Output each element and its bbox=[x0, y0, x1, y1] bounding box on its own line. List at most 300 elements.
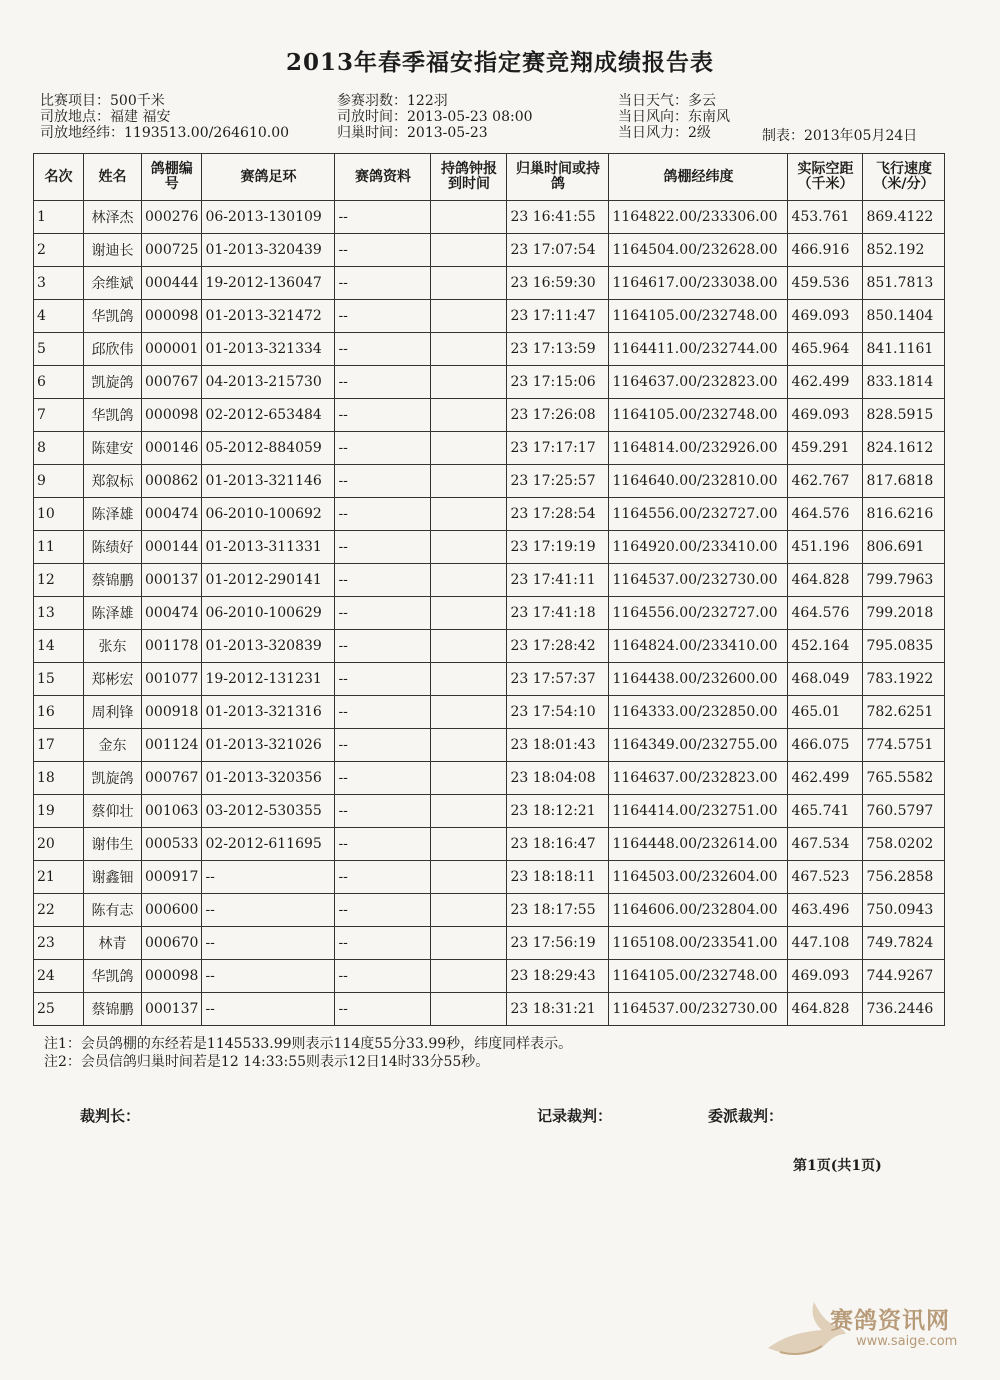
cell-loft-id: 001178 bbox=[142, 630, 202, 663]
cell-loft-coords: 1164105.00/232748.00 bbox=[609, 300, 788, 333]
header-loft-coords: 鸽棚经纬度 bbox=[609, 154, 788, 201]
cell-loft-id: 000444 bbox=[142, 267, 202, 300]
cell-clock-time bbox=[431, 861, 507, 894]
cell-clock-time bbox=[431, 531, 507, 564]
cell-arrival-time: 23 16:41:55 bbox=[507, 201, 609, 234]
cell-rank: 4 bbox=[34, 300, 84, 333]
cell-loft-id: 000670 bbox=[142, 927, 202, 960]
cell-speed: 851.7813 bbox=[863, 267, 945, 300]
cell-clock-time bbox=[431, 795, 507, 828]
cell-clock-time bbox=[431, 564, 507, 597]
cell-pigeon-info: -- bbox=[335, 828, 431, 861]
cell-pigeon-info: -- bbox=[335, 795, 431, 828]
cell-ring: 02-2012-611695 bbox=[202, 828, 335, 861]
cell-arrival-time: 23 18:12:21 bbox=[507, 795, 609, 828]
cell-pigeon-info: -- bbox=[335, 564, 431, 597]
cell-ring: -- bbox=[202, 894, 335, 927]
cell-name: 林青 bbox=[84, 927, 142, 960]
cell-rank: 10 bbox=[34, 498, 84, 531]
cell-ring: 01-2012-290141 bbox=[202, 564, 335, 597]
cell-clock-time bbox=[431, 465, 507, 498]
footnotes bbox=[44, 1035, 572, 1071]
cell-rank: 25 bbox=[34, 993, 84, 1026]
signature-chief-judge: 裁判长： bbox=[80, 1107, 141, 1125]
cell-loft-coords: 1164814.00/232926.00 bbox=[609, 432, 788, 465]
cell-loft-id: 000001 bbox=[142, 333, 202, 366]
cell-loft-id: 000917 bbox=[142, 861, 202, 894]
table-row bbox=[34, 927, 945, 960]
table-row bbox=[34, 762, 945, 795]
cell-arrival-time: 23 18:17:55 bbox=[507, 894, 609, 927]
cell-speed: 749.7824 bbox=[863, 927, 945, 960]
cell-rank: 13 bbox=[34, 597, 84, 630]
cell-clock-time bbox=[431, 597, 507, 630]
cell-speed: 756.2858 bbox=[863, 861, 945, 894]
cell-distance: 467.534 bbox=[788, 828, 863, 861]
page-number: 第1页(共1页) bbox=[793, 1158, 882, 1174]
cell-loft-id: 000137 bbox=[142, 564, 202, 597]
cell-rank: 22 bbox=[34, 894, 84, 927]
table-row bbox=[34, 333, 945, 366]
cell-speed: 828.5915 bbox=[863, 399, 945, 432]
table-row bbox=[34, 234, 945, 267]
cell-rank: 2 bbox=[34, 234, 84, 267]
cell-name: 陈绩好 bbox=[84, 531, 142, 564]
cell-name: 谢鑫钿 bbox=[84, 861, 142, 894]
cell-pigeon-info: -- bbox=[335, 333, 431, 366]
cell-rank: 8 bbox=[34, 432, 84, 465]
cell-loft-coords: 1164617.00/233038.00 bbox=[609, 267, 788, 300]
cell-clock-time bbox=[431, 333, 507, 366]
footnote-1: 注1：会员鸽棚的东经若是1145533.99则表示114度55分33.99秒，纬度同样表示。 bbox=[44, 1036, 573, 1052]
cell-clock-time bbox=[431, 432, 507, 465]
cell-arrival-time: 23 18:29:43 bbox=[507, 960, 609, 993]
cell-clock-time bbox=[431, 729, 507, 762]
cell-speed: 783.1922 bbox=[863, 663, 945, 696]
cell-distance: 464.576 bbox=[788, 498, 863, 531]
cell-loft-id: 000146 bbox=[142, 432, 202, 465]
cell-pigeon-info: -- bbox=[335, 762, 431, 795]
header-rank: 名次 bbox=[34, 154, 84, 201]
results-table bbox=[33, 153, 945, 1026]
cell-distance: 459.291 bbox=[788, 432, 863, 465]
cell-speed: 799.7963 bbox=[863, 564, 945, 597]
cell-ring: 03-2012-530355 bbox=[202, 795, 335, 828]
cell-pigeon-info: -- bbox=[335, 960, 431, 993]
cell-rank: 14 bbox=[34, 630, 84, 663]
cell-arrival-time: 23 17:25:57 bbox=[507, 465, 609, 498]
cell-pigeon-info: -- bbox=[335, 432, 431, 465]
cell-pigeon-info: -- bbox=[335, 927, 431, 960]
cell-speed: 758.0202 bbox=[863, 828, 945, 861]
cell-pigeon-info: -- bbox=[335, 663, 431, 696]
cell-loft-id: 000276 bbox=[142, 201, 202, 234]
cell-rank: 7 bbox=[34, 399, 84, 432]
cell-rank: 20 bbox=[34, 828, 84, 861]
cell-name: 余维斌 bbox=[84, 267, 142, 300]
cell-speed: 760.5797 bbox=[863, 795, 945, 828]
table-header-row bbox=[34, 154, 945, 201]
cell-loft-coords: 1164824.00/233410.00 bbox=[609, 630, 788, 663]
cell-clock-time bbox=[431, 366, 507, 399]
header-clock-time: 持鸽钟报到时间 bbox=[431, 154, 507, 201]
header-ring: 赛鸽足环 bbox=[202, 154, 335, 201]
cell-ring: 19-2012-136047 bbox=[202, 267, 335, 300]
cell-loft-coords: 1164537.00/232730.00 bbox=[609, 564, 788, 597]
cell-pigeon-info: -- bbox=[335, 597, 431, 630]
cell-distance: 467.523 bbox=[788, 861, 863, 894]
cell-loft-id: 000918 bbox=[142, 696, 202, 729]
cell-name: 华凯鸽 bbox=[84, 399, 142, 432]
cell-ring: -- bbox=[202, 861, 335, 894]
cell-arrival-time: 23 16:59:30 bbox=[507, 267, 609, 300]
cell-arrival-time: 23 17:15:06 bbox=[507, 366, 609, 399]
table-row bbox=[34, 399, 945, 432]
signature-recorder: 记录裁判： bbox=[537, 1107, 613, 1125]
cell-distance: 464.576 bbox=[788, 597, 863, 630]
cell-distance: 464.828 bbox=[788, 993, 863, 1026]
cell-arrival-time: 23 17:41:11 bbox=[507, 564, 609, 597]
cell-arrival-time: 23 18:04:08 bbox=[507, 762, 609, 795]
table-row bbox=[34, 465, 945, 498]
cell-ring: 06-2010-100629 bbox=[202, 597, 335, 630]
cell-clock-time bbox=[431, 300, 507, 333]
cell-distance: 447.108 bbox=[788, 927, 863, 960]
cell-speed: 736.2446 bbox=[863, 993, 945, 1026]
cell-ring: 01-2013-321472 bbox=[202, 300, 335, 333]
cell-pigeon-info: -- bbox=[335, 729, 431, 762]
cell-pigeon-info: -- bbox=[335, 696, 431, 729]
table-row bbox=[34, 729, 945, 762]
cell-distance: 469.093 bbox=[788, 960, 863, 993]
cell-pigeon-info: -- bbox=[335, 234, 431, 267]
cell-pigeon-info: -- bbox=[335, 630, 431, 663]
cell-arrival-time: 23 17:54:10 bbox=[507, 696, 609, 729]
watermark-url: www.saige.com bbox=[856, 1334, 958, 1349]
cell-arrival-time: 23 17:17:17 bbox=[507, 432, 609, 465]
table-row bbox=[34, 498, 945, 531]
meta-column-1 bbox=[40, 93, 289, 141]
cell-distance: 466.916 bbox=[788, 234, 863, 267]
cell-name: 华凯鸽 bbox=[84, 300, 142, 333]
header-speed: 飞行速度（米/分） bbox=[863, 154, 945, 201]
cell-ring: 02-2012-653484 bbox=[202, 399, 335, 432]
cell-ring: -- bbox=[202, 993, 335, 1026]
table-row bbox=[34, 201, 945, 234]
header-distance: 实际空距（千米） bbox=[788, 154, 863, 201]
cell-rank: 16 bbox=[34, 696, 84, 729]
cell-arrival-time: 23 17:11:47 bbox=[507, 300, 609, 333]
cell-loft-coords: 1164556.00/232727.00 bbox=[609, 498, 788, 531]
cell-name: 谢伟生 bbox=[84, 828, 142, 861]
cell-speed: 841.1161 bbox=[863, 333, 945, 366]
cell-arrival-time: 23 18:31:21 bbox=[507, 993, 609, 1026]
cell-clock-time bbox=[431, 663, 507, 696]
cell-name: 蔡仰壮 bbox=[84, 795, 142, 828]
cell-ring: 01-2013-320356 bbox=[202, 762, 335, 795]
table-row bbox=[34, 366, 945, 399]
cell-rank: 18 bbox=[34, 762, 84, 795]
cell-loft-coords: 1164920.00/233410.00 bbox=[609, 531, 788, 564]
cell-loft-coords: 1164637.00/232823.00 bbox=[609, 366, 788, 399]
cell-name: 张东 bbox=[84, 630, 142, 663]
table-row bbox=[34, 531, 945, 564]
cell-speed: 782.6251 bbox=[863, 696, 945, 729]
table-row bbox=[34, 696, 945, 729]
cell-arrival-time: 23 17:57:37 bbox=[507, 663, 609, 696]
cell-clock-time bbox=[431, 894, 507, 927]
cell-distance: 452.164 bbox=[788, 630, 863, 663]
meta-wind-force: 当日风力：2级 bbox=[618, 125, 711, 141]
cell-pigeon-info: -- bbox=[335, 894, 431, 927]
meta-weather: 当日天气：多云 bbox=[618, 93, 716, 109]
footnote-2: 注2：会员信鸽归巢时间若是12 14:33:55则表示12日14时33分55秒。 bbox=[44, 1054, 490, 1070]
meta-return-time: 归巢时间：2013-05-23 bbox=[337, 125, 488, 141]
cell-distance: 469.093 bbox=[788, 399, 863, 432]
cell-loft-id: 000862 bbox=[142, 465, 202, 498]
cell-distance: 462.767 bbox=[788, 465, 863, 498]
cell-ring: -- bbox=[202, 960, 335, 993]
table-row bbox=[34, 267, 945, 300]
cell-name: 郑彬宏 bbox=[84, 663, 142, 696]
cell-name: 周利锋 bbox=[84, 696, 142, 729]
cell-ring: 01-2013-321334 bbox=[202, 333, 335, 366]
cell-loft-id: 000474 bbox=[142, 597, 202, 630]
cell-distance: 466.075 bbox=[788, 729, 863, 762]
cell-ring: 01-2013-320839 bbox=[202, 630, 335, 663]
table-row bbox=[34, 828, 945, 861]
cell-loft-id: 000600 bbox=[142, 894, 202, 927]
cell-loft-coords: 1165108.00/233541.00 bbox=[609, 927, 788, 960]
cell-loft-coords: 1164606.00/232804.00 bbox=[609, 894, 788, 927]
cell-pigeon-info: -- bbox=[335, 366, 431, 399]
cell-loft-id: 000474 bbox=[142, 498, 202, 531]
cell-speed: 744.9267 bbox=[863, 960, 945, 993]
cell-speed: 750.0943 bbox=[863, 894, 945, 927]
cell-rank: 12 bbox=[34, 564, 84, 597]
cell-rank: 6 bbox=[34, 366, 84, 399]
header-pigeon-info: 赛鸽资料 bbox=[335, 154, 431, 201]
cell-arrival-time: 23 18:01:43 bbox=[507, 729, 609, 762]
cell-speed: 816.6216 bbox=[863, 498, 945, 531]
cell-arrival-time: 23 17:28:42 bbox=[507, 630, 609, 663]
cell-pigeon-info: -- bbox=[335, 993, 431, 1026]
cell-ring: 04-2013-215730 bbox=[202, 366, 335, 399]
cell-speed: 817.6818 bbox=[863, 465, 945, 498]
cell-distance: 468.049 bbox=[788, 663, 863, 696]
cell-ring: 01-2013-321316 bbox=[202, 696, 335, 729]
cell-loft-id: 000137 bbox=[142, 993, 202, 1026]
cell-name: 凯旋鸽 bbox=[84, 762, 142, 795]
cell-name: 邱欣伟 bbox=[84, 333, 142, 366]
meta-release-coords: 司放地经纬：1193513.00/264610.00 bbox=[40, 125, 290, 141]
cell-clock-time bbox=[431, 498, 507, 531]
cell-loft-id: 001077 bbox=[142, 663, 202, 696]
cell-loft-id: 000098 bbox=[142, 960, 202, 993]
cell-name: 蔡锦鹏 bbox=[84, 993, 142, 1026]
cell-pigeon-info: -- bbox=[335, 531, 431, 564]
table-row bbox=[34, 432, 945, 465]
cell-loft-coords: 1164105.00/232748.00 bbox=[609, 399, 788, 432]
table-row bbox=[34, 894, 945, 927]
meta-wind-direction: 当日风向：东南风 bbox=[618, 109, 730, 125]
watermark-text: 赛鸽资讯网 bbox=[830, 1308, 950, 1334]
table-row bbox=[34, 630, 945, 663]
meta-entries: 参赛羽数：122羽 bbox=[337, 93, 448, 109]
cell-distance: 469.093 bbox=[788, 300, 863, 333]
cell-rank: 24 bbox=[34, 960, 84, 993]
cell-speed: 850.1404 bbox=[863, 300, 945, 333]
cell-loft-coords: 1164537.00/232730.00 bbox=[609, 993, 788, 1026]
meta-prepared-date: 制表：2013年05月24日 bbox=[762, 128, 918, 144]
cell-distance: 465.964 bbox=[788, 333, 863, 366]
cell-arrival-time: 23 17:41:18 bbox=[507, 597, 609, 630]
cell-speed: 806.691 bbox=[863, 531, 945, 564]
report-title: 2013年春季福安指定赛竞翔成绩报告表 bbox=[285, 49, 714, 76]
table-row bbox=[34, 861, 945, 894]
table-row bbox=[34, 993, 945, 1026]
cell-rank: 17 bbox=[34, 729, 84, 762]
cell-arrival-time: 23 17:19:19 bbox=[507, 531, 609, 564]
cell-clock-time bbox=[431, 960, 507, 993]
table-row bbox=[34, 960, 945, 993]
cell-arrival-time: 23 17:28:54 bbox=[507, 498, 609, 531]
cell-distance: 464.828 bbox=[788, 564, 863, 597]
cell-ring: 01-2013-321146 bbox=[202, 465, 335, 498]
cell-loft-id: 000098 bbox=[142, 300, 202, 333]
cell-loft-id: 000767 bbox=[142, 762, 202, 795]
cell-distance: 465.741 bbox=[788, 795, 863, 828]
cell-speed: 869.4122 bbox=[863, 201, 945, 234]
cell-name: 金东 bbox=[84, 729, 142, 762]
cell-distance: 453.761 bbox=[788, 201, 863, 234]
cell-clock-time bbox=[431, 828, 507, 861]
cell-speed: 765.5582 bbox=[863, 762, 945, 795]
cell-loft-coords: 1164640.00/232810.00 bbox=[609, 465, 788, 498]
cell-loft-coords: 1164556.00/232727.00 bbox=[609, 597, 788, 630]
cell-rank: 19 bbox=[34, 795, 84, 828]
cell-ring: 01-2013-311331 bbox=[202, 531, 335, 564]
cell-pigeon-info: -- bbox=[335, 465, 431, 498]
cell-rank: 15 bbox=[34, 663, 84, 696]
cell-pigeon-info: -- bbox=[335, 300, 431, 333]
cell-loft-id: 000767 bbox=[142, 366, 202, 399]
cell-speed: 852.192 bbox=[863, 234, 945, 267]
signature-delegate: 委派裁判： bbox=[708, 1107, 784, 1125]
watermark bbox=[760, 1296, 990, 1366]
cell-loft-id: 001063 bbox=[142, 795, 202, 828]
table-row bbox=[34, 597, 945, 630]
cell-loft-coords: 1164414.00/232751.00 bbox=[609, 795, 788, 828]
cell-loft-coords: 1164503.00/232604.00 bbox=[609, 861, 788, 894]
cell-clock-time bbox=[431, 762, 507, 795]
header-arrival-time: 归巢时间或持鸽 bbox=[507, 154, 609, 201]
cell-name: 华凯鸽 bbox=[84, 960, 142, 993]
cell-distance: 451.196 bbox=[788, 531, 863, 564]
cell-loft-coords: 1164438.00/232600.00 bbox=[609, 663, 788, 696]
cell-name: 陈泽雄 bbox=[84, 498, 142, 531]
meta-column-2 bbox=[337, 93, 533, 141]
cell-clock-time bbox=[431, 993, 507, 1026]
table-row bbox=[34, 663, 945, 696]
cell-rank: 3 bbox=[34, 267, 84, 300]
cell-pigeon-info: -- bbox=[335, 861, 431, 894]
cell-ring: 01-2013-321026 bbox=[202, 729, 335, 762]
table-row bbox=[34, 795, 945, 828]
cell-rank: 1 bbox=[34, 201, 84, 234]
cell-name: 陈建安 bbox=[84, 432, 142, 465]
cell-arrival-time: 23 17:13:59 bbox=[507, 333, 609, 366]
cell-clock-time bbox=[431, 267, 507, 300]
cell-clock-time bbox=[431, 201, 507, 234]
cell-distance: 462.499 bbox=[788, 366, 863, 399]
cell-distance: 462.499 bbox=[788, 762, 863, 795]
cell-clock-time bbox=[431, 927, 507, 960]
cell-distance: 459.536 bbox=[788, 267, 863, 300]
meta-release-time: 司放时间：2013-05-23 08:00 bbox=[337, 109, 533, 125]
cell-loft-coords: 1164349.00/232755.00 bbox=[609, 729, 788, 762]
meta-race-distance: 比赛项目：500千米 bbox=[40, 93, 165, 109]
cell-clock-time bbox=[431, 630, 507, 663]
cell-loft-coords: 1164637.00/232823.00 bbox=[609, 762, 788, 795]
cell-loft-coords: 1164411.00/232744.00 bbox=[609, 333, 788, 366]
cell-name: 林泽杰 bbox=[84, 201, 142, 234]
cell-pigeon-info: -- bbox=[335, 399, 431, 432]
cell-speed: 833.1814 bbox=[863, 366, 945, 399]
cell-arrival-time: 23 17:56:19 bbox=[507, 927, 609, 960]
cell-rank: 21 bbox=[34, 861, 84, 894]
cell-ring: 01-2013-320439 bbox=[202, 234, 335, 267]
cell-arrival-time: 23 18:16:47 bbox=[507, 828, 609, 861]
cell-loft-coords: 1164504.00/232628.00 bbox=[609, 234, 788, 267]
cell-loft-coords: 1164822.00/233306.00 bbox=[609, 201, 788, 234]
cell-rank: 23 bbox=[34, 927, 84, 960]
cell-loft-id: 001124 bbox=[142, 729, 202, 762]
cell-pigeon-info: -- bbox=[335, 201, 431, 234]
cell-speed: 824.1612 bbox=[863, 432, 945, 465]
cell-name: 郑叙标 bbox=[84, 465, 142, 498]
cell-ring: 06-2010-100692 bbox=[202, 498, 335, 531]
table-row bbox=[34, 564, 945, 597]
cell-ring: -- bbox=[202, 927, 335, 960]
cell-clock-time bbox=[431, 399, 507, 432]
cell-speed: 799.2018 bbox=[863, 597, 945, 630]
cell-speed: 774.5751 bbox=[863, 729, 945, 762]
meta-column-3 bbox=[618, 93, 730, 141]
cell-loft-id: 000144 bbox=[142, 531, 202, 564]
cell-name: 陈有志 bbox=[84, 894, 142, 927]
cell-clock-time bbox=[431, 696, 507, 729]
cell-loft-coords: 1164105.00/232748.00 bbox=[609, 960, 788, 993]
cell-speed: 795.0835 bbox=[863, 630, 945, 663]
cell-pigeon-info: -- bbox=[335, 267, 431, 300]
header-name: 姓名 bbox=[84, 154, 142, 201]
header-loft-id: 鸽棚编号 bbox=[142, 154, 202, 201]
cell-loft-coords: 1164333.00/232850.00 bbox=[609, 696, 788, 729]
cell-clock-time bbox=[431, 234, 507, 267]
cell-rank: 9 bbox=[34, 465, 84, 498]
cell-arrival-time: 23 17:07:54 bbox=[507, 234, 609, 267]
cell-pigeon-info: -- bbox=[335, 498, 431, 531]
cell-loft-coords: 1164448.00/232614.00 bbox=[609, 828, 788, 861]
cell-distance: 463.496 bbox=[788, 894, 863, 927]
cell-distance: 465.01 bbox=[788, 696, 863, 729]
cell-rank: 5 bbox=[34, 333, 84, 366]
cell-name: 蔡锦鹏 bbox=[84, 564, 142, 597]
cell-arrival-time: 23 17:26:08 bbox=[507, 399, 609, 432]
table-row bbox=[34, 300, 945, 333]
meta-release-place: 司放地点：福建 福安 bbox=[40, 109, 171, 125]
